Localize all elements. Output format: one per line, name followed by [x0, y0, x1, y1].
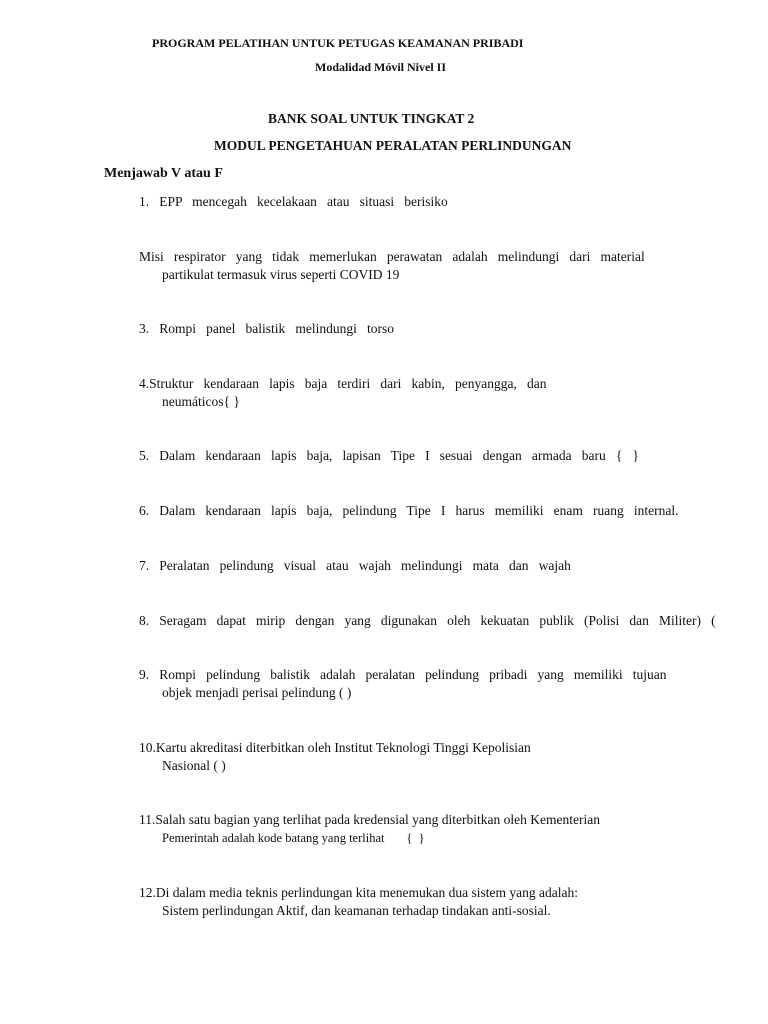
question-text: 4.Struktur kendaraan lapis baja terdiri dari kabin, penyangga, dan	[139, 376, 547, 391]
question-text: 6. Dalam kendaraan lapis baja, pelindung Tipe I harus memiliki enam ruang internal.	[139, 503, 679, 518]
question-item	[139, 739, 531, 775]
question-text: 10.Kartu akreditasi diterbitkan oleh Institut Teknologi Tinggi Kepolisian	[139, 740, 531, 755]
modality-subtitle: Modalidad Móvil Nivel II	[315, 60, 447, 74]
question-item	[139, 612, 716, 630]
question-text: Misi respirator yang tidak memerlukan perawatan adalah melindungi dari material	[139, 249, 645, 264]
question-text: 5. Dalam kendaraan lapis baja, lapisan Tipe I sesuai dengan armada baru { }	[139, 448, 639, 463]
question-text: 11.Salah satu bagian yang terlihat pada kredensial yang diterbitkan oleh Kementerian	[139, 812, 600, 827]
question-item	[139, 557, 571, 575]
question-text-continued: Nasional ( )	[162, 758, 226, 773]
question-text: 8. Seragam dapat mirip dengan yang digunakan oleh kekuatan publik (Polisi dan Militer) (	[139, 613, 716, 628]
question-text: 12.Di dalam media teknis perlindungan kita menemukan dua sistem yang adalah:	[139, 885, 579, 900]
question-text-continued: Pemerintah adalah kode batang yang terlihat { }	[162, 831, 425, 845]
question-item	[139, 666, 667, 702]
section-title: Menjawab V atau F	[104, 166, 223, 181]
bank-title: BANK SOAL UNTUK TINGKAT 2	[268, 111, 475, 126]
question-text-continued: partikulat termasuk virus seperti COVID 19	[162, 267, 400, 282]
question-item	[139, 193, 448, 211]
question-item	[139, 884, 578, 920]
question-text: 9. Rompi pelindung balistik adalah peralatan pelindung pribadi yang memiliki tujuan	[139, 667, 667, 682]
question-item	[139, 447, 639, 465]
question-item	[139, 320, 394, 338]
module-title: MODUL PENGETAHUAN PERALATAN PERLINDUNGAN	[214, 138, 572, 153]
question-item	[139, 811, 600, 847]
question-item	[139, 248, 645, 284]
question-text-continued: objek menjadi perisai pelindung ( )	[162, 685, 352, 700]
question-text-continued: Sistem perlindungan Aktif, dan keamanan terhadap tindakan anti-sosial.	[162, 903, 551, 918]
question-item	[139, 502, 679, 520]
program-title: PROGRAM PELATIHAN UNTUK PETUGAS KEAMANAN PRIBADI	[152, 36, 524, 50]
question-text: 1. EPP mencegah kecelakaan atau situasi berisiko	[139, 194, 448, 209]
question-item	[139, 375, 547, 411]
question-text: 7. Peralatan pelindung visual atau wajah melindungi mata dan wajah	[139, 558, 571, 573]
question-text: 3. Rompi panel balistik melindungi torso	[139, 321, 394, 336]
question-text-continued: neumáticos{ }	[162, 394, 240, 409]
